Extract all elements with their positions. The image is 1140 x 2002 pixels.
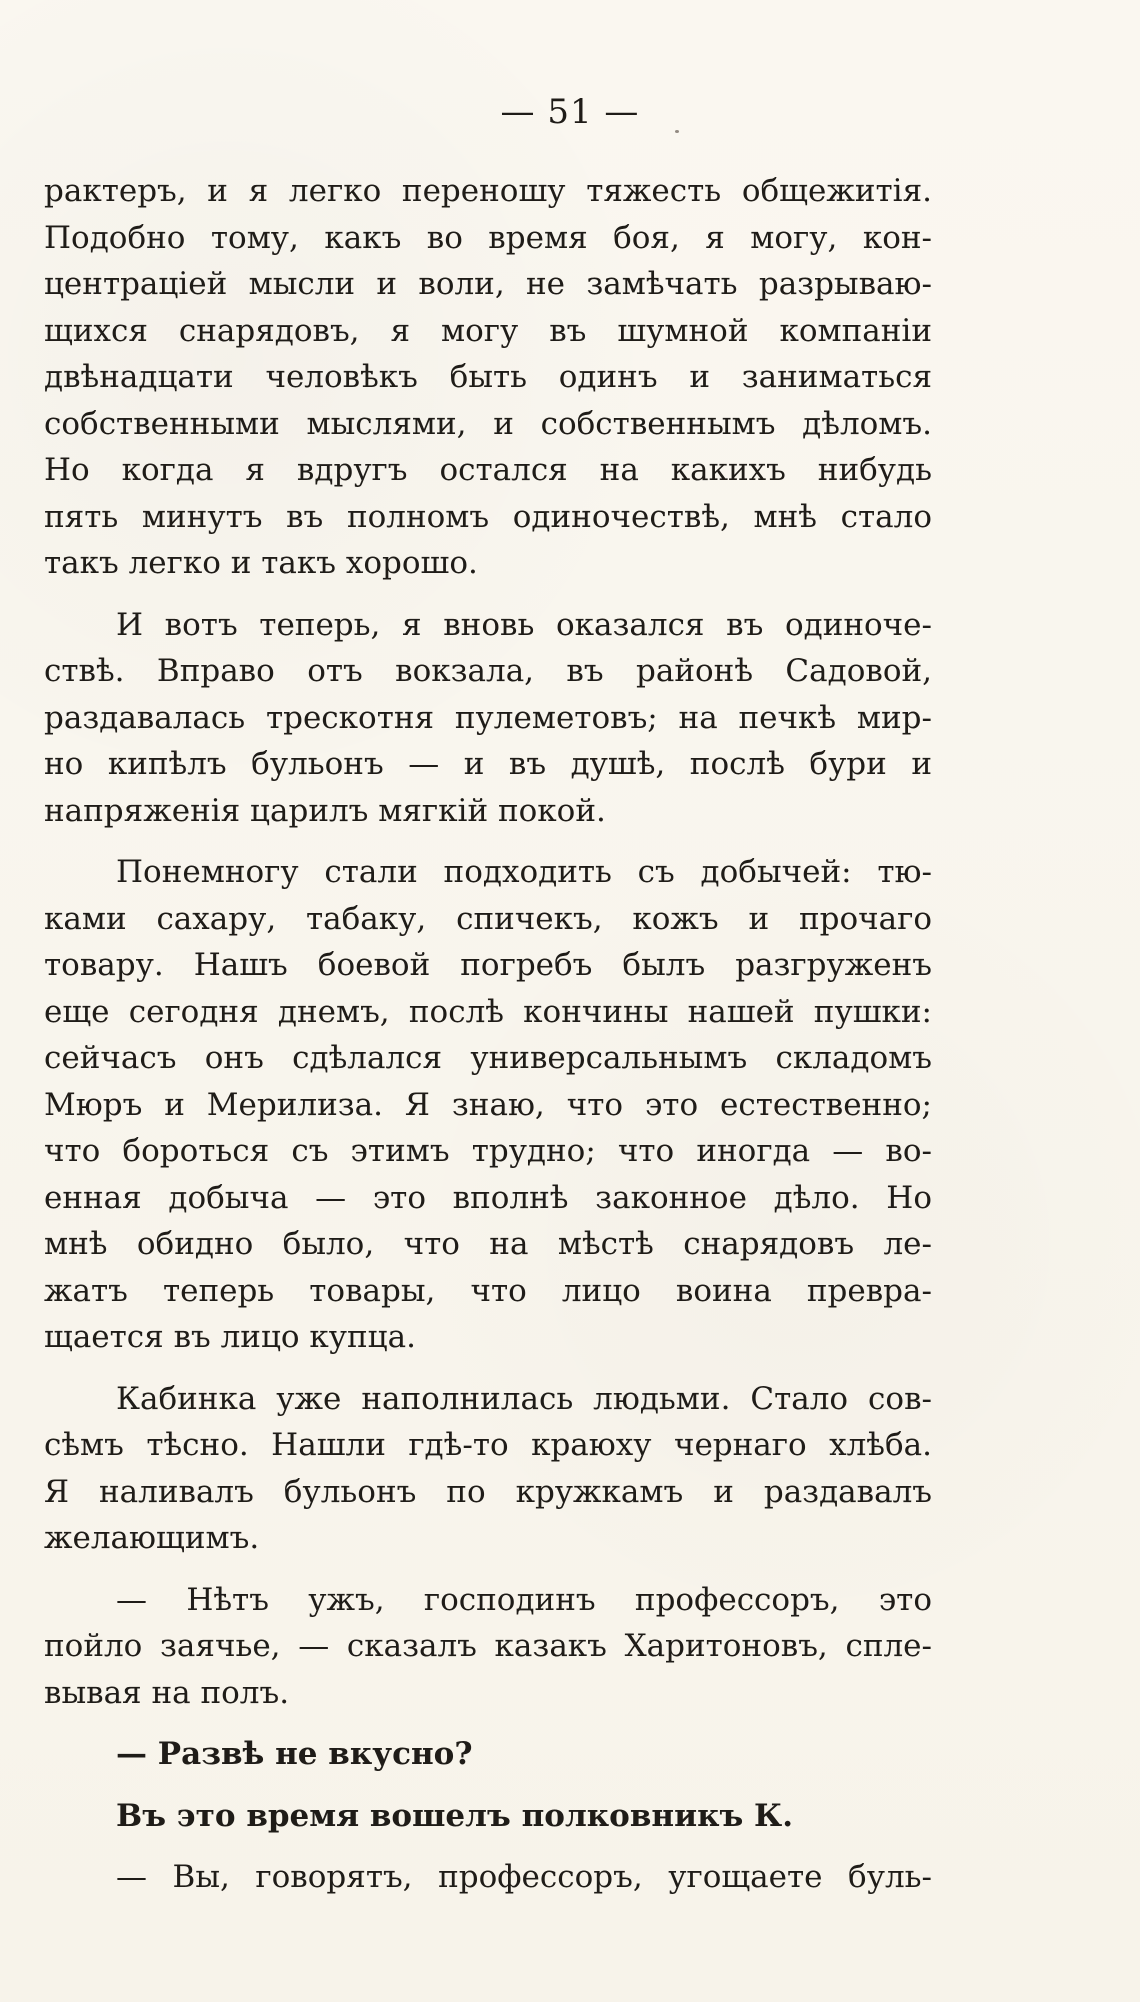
- paragraph-gap: [44, 1839, 932, 1854]
- text-line: сейчасъ онъ сдѣлался универсальнымъ складомъ: [44, 1040, 932, 1076]
- paragraph-gap: [44, 1716, 932, 1731]
- text-line: желающимъ.: [44, 1520, 260, 1556]
- text-line: собственными мыслями, и собственнымъ дѣломъ.: [44, 405, 932, 442]
- text-line: — Развѣ не вкусно?: [116, 1736, 473, 1772]
- paragraph-gap: [44, 1361, 932, 1376]
- text-line: мнѣ обидно было, что на мѣстѣ снарядовъ ле-: [44, 1226, 932, 1262]
- text-line: но кипѣлъ бульонъ — и въ душѣ, послѣ бури и: [44, 746, 932, 782]
- text-line: что бороться съ этимъ трудно; что иногда — во-: [44, 1133, 932, 1169]
- text-line: ствѣ. Вправо отъ вокзала, въ районѣ Садовой,: [44, 653, 932, 689]
- text-line: еще сегодня днемъ, послѣ кончины нашей пушки:: [44, 993, 932, 1030]
- text-line: И вотъ теперь, я вновь оказался въ одиноче-: [116, 606, 932, 643]
- text-line: ками сахару, табаку, спичекъ, кожъ и прочаго: [44, 900, 932, 937]
- text-line: напряженія царилъ мягкій покой.: [44, 792, 606, 829]
- text-line: жатъ теперь товары, что лицо воина превра-: [44, 1272, 932, 1309]
- paragraph-gap: [44, 1778, 932, 1793]
- text-line: сѣмъ тѣсно. Нашли гдѣ-то краюху чернаго хлѣба.: [44, 1427, 932, 1463]
- text-line: Мюръ и Мерилиза. Я знаю, что это естественно;: [44, 1086, 932, 1123]
- text-line: — Нѣтъ ужъ, господинъ профессоръ, это: [116, 1581, 932, 1618]
- text-line: щается въ лицо купца.: [44, 1319, 416, 1355]
- text-line: Въ это время вошелъ полковникъ К.: [116, 1797, 794, 1834]
- paragraph-gap: [44, 1562, 932, 1577]
- text-line: рактеръ, и я легко переношу тяжесть общежитія.: [44, 173, 932, 209]
- paragraph-gap: [44, 587, 932, 602]
- text-line: щихся снарядовъ, я могу въ шумной компаніи: [44, 312, 932, 349]
- text-line: — Вы, говорятъ, профессоръ, угощаете буль-: [116, 1859, 932, 1895]
- text-line: пять минутъ въ полномъ одиночествѣ, мнѣ стало: [44, 498, 932, 535]
- paragraph-gap: [44, 834, 932, 849]
- body-text: [44, 168, 932, 1901]
- text-line: такъ легко и такъ хорошо.: [44, 545, 478, 581]
- text-line: Я наливалъ бульонъ по кружкамъ и раздавалъ: [44, 1473, 932, 1510]
- text-line: пойло заячье, — сказалъ казакъ Харитоновъ, спле-: [44, 1628, 932, 1664]
- text-line: Но когда я вдругъ остался на какихъ нибудь: [44, 452, 932, 488]
- text-line: товару. Нашъ боевой погребъ былъ разгруженъ: [44, 947, 932, 983]
- text-line: Кабинка уже наполнилась людьми. Стало сов-: [116, 1380, 932, 1417]
- text-line: Понемногу стали подходить съ добычей: тю-: [116, 854, 932, 890]
- ink-speck: [675, 130, 679, 133]
- text-line: центраціей мысли и воли, не замѣчать разрываю-: [44, 266, 932, 302]
- text-line: Подобно тому, какъ во время боя, я могу, кон-: [44, 219, 932, 256]
- text-line: двѣнадцати человѣкъ быть одинъ и заниматься: [44, 359, 932, 395]
- page-number: — 51 —: [500, 92, 640, 132]
- text-line: раздавалась трескотня пулеметовъ; на печкѣ мир-: [44, 699, 932, 736]
- text-line: вывая на полъ.: [44, 1674, 290, 1711]
- text-line: енная добыча — это вполнѣ законное дѣло. Но: [44, 1179, 932, 1216]
